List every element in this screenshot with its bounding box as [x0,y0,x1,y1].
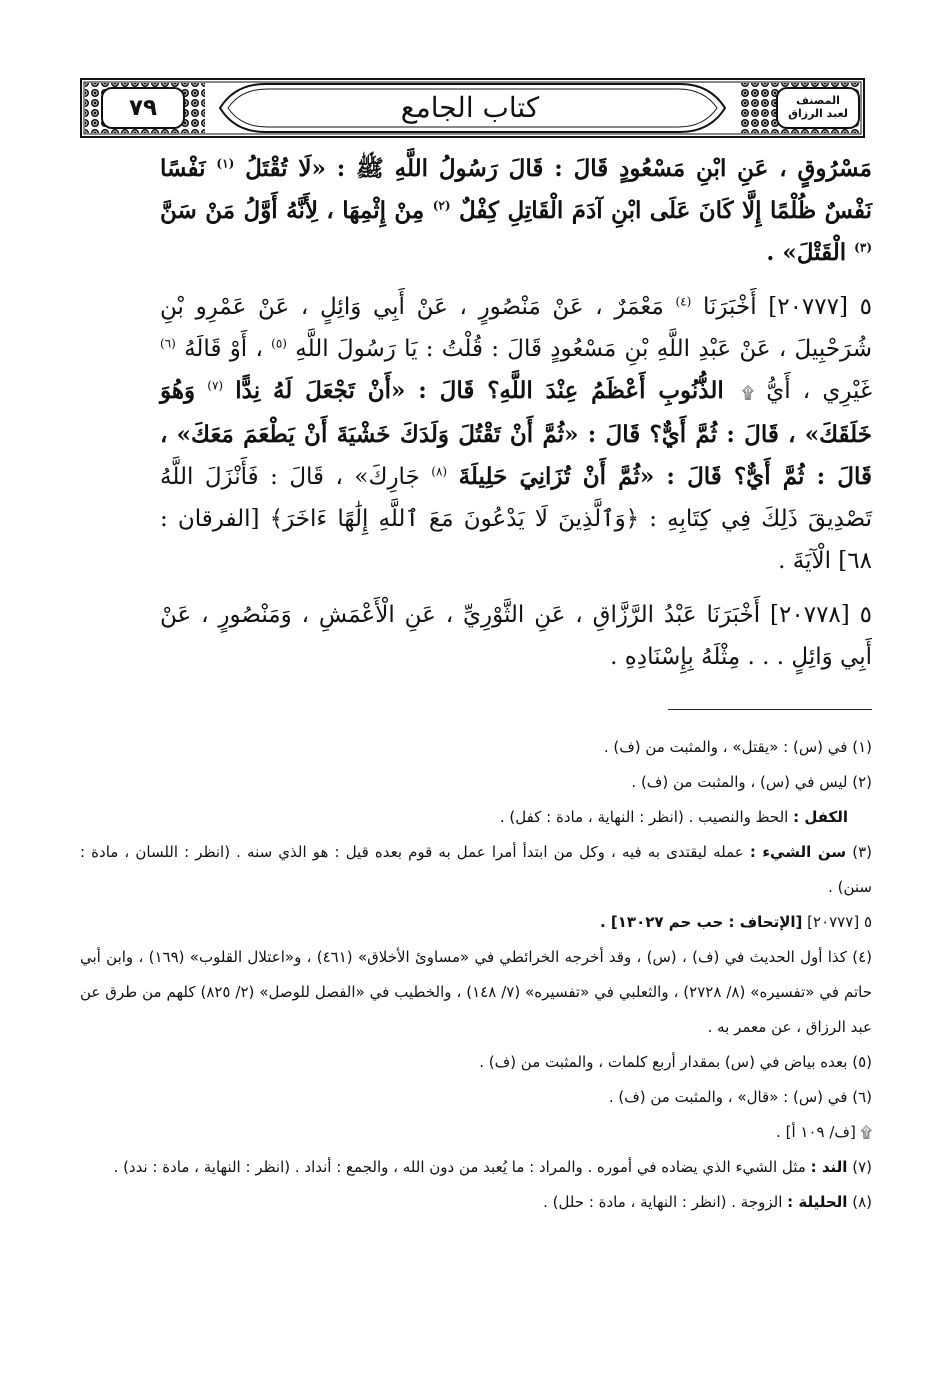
footnote-ref-8: (٨) [431,464,448,479]
footnote-4: (٤) كذا أول الحديث في (ف) ، (س) ، وقد أخرجه الخرائطي في «مساوئ الأخلاق» (٤٦١) ، و«اعتلال القلوب» (١٦٩) ، وابن أبي حاتم في «تفسيره» (٨/ ٢٧٢٨) ، والثعلبي في «تفسيره» (٧/ ١٤٨) ، والخطيب في «الفصل للوصل» (٢/ ٨٢٥) كلهم من طرق عن عبد الرزاق ، عن معمر به . [80,948,872,1036]
footnote-ref-3: (٣) [854,240,872,255]
folio-note: ۩ [ف/ ١٠٩ أ] . [776,1123,872,1141]
itihaf-source: [الإتحاف : حب حم ١٣٠٢٧] . [599,913,803,931]
footnote-7-number: (٧) [852,1158,872,1176]
footnote-8 [80,1185,872,1220]
p2-segment-a: ٥ [٢٠٧٧٧] أَخْبَرَنَا [702,294,872,320]
footnotes [80,730,872,1220]
footnote-ref-4: (٤) [675,294,692,309]
p2-segment-d: غَيْرِي ، أَيُّ [766,378,873,404]
paragraph-3 [160,594,872,678]
p2-segment-g: جَارِكَ» ، قَالَ : فَأَنْزَلَ اللَّهُ تَصْدِيقَ ذَلِكَ فِي كِتَابِهِ : ﴿وَٱلَّذِينَ لَا يَدْعُونَ مَعَ ٱللَّهِ إِلَٰهًا ءَاخَرَ﴾ [160,464,873,532]
series-logo-line1: المصنف [796,94,840,107]
footnote-ref-5: (٥) [271,336,287,351]
series-logo [777,88,859,128]
footnote-7-term: الند : [810,1158,848,1176]
paragraph-1 [160,148,872,274]
footnote-6: (٦) في (س) : «قال» ، والمثبت من (ف) . [608,1088,872,1106]
footnote-3-term: سن الشيء : [749,843,847,861]
footnote-8-text: الزوجة . (انظر : النهاية ، مادة : حلل) . [543,1193,783,1211]
footnote-ref-7: (٧) [207,378,224,393]
page-number: ٧٩ [128,95,158,121]
book-title: كتاب الجامع [400,91,540,124]
footnote-2-definition [80,800,872,835]
p1-segment-c: مِنْ إِثْمِهَا ، لِأَنَّهُ أَوَّلُ مَنْ سَنَّ [160,197,425,224]
footnote-3 [80,835,872,905]
p1-segment-b: نَفْسًا نَفْسٌ ظُلْمًا إِلَّا كَانَ عَلَى ابْنِ آدَمَ الْقَاتِلِ كِفْلٌ [160,155,873,224]
paragraph-2 [160,286,872,582]
footnote-3-text: عمله ليقتدى به فيه ، وكل من ابتدأ أمرا عمل به قوم بعده قيل : هو الذي سنه . (انظر : اللسان ، مادة : سنن) . [80,843,872,896]
page-header [80,78,865,138]
footnote-2-term: الكفل : [793,808,848,826]
p2-segment-e: الذُّنُوبِ أَعْظَمُ عِنْدَ اللَّهِ؟ قَالَ : «أَنْ تَجْعَلَ لَهُ نِدًّا [235,377,724,404]
p2-segment-b: مَعْمَرٌ ، عَنْ مَنْصُورٍ ، عَنْ أَبِي وَائِلٍ ، عَنْ عَمْرِو بْنِ شُرَحْبِيلَ ، عَنْ عَبْدِ اللَّهِ بْنِ مَسْعُودٍ قَالَ : قُلْتُ : يَا رَسُولَ اللَّهِ [160,294,872,362]
footnote-8-number: (٨) [852,1193,872,1211]
footnote-ref-6: (٦) [160,336,176,351]
itihaf-reference [80,905,872,940]
footnote-2-text: الحظ والنصيب . (انظر : النهاية ، مادة : كفل) . [499,808,789,826]
footnote-1: (١) في (س) : «يقتل» ، والمثبت من (ف) . [603,738,872,756]
footnote-3-number: (٣) [852,843,872,861]
p1-segment-d: الْقَتْلَ» . [766,239,847,266]
footnote-5: (٥) بعده بياض في (س) بمقدار أربع كلمات ، والمثبت من (ف) . [479,1053,872,1071]
p2-segment-f: وَهُوَ خَلَقَكَ» ، قَالَ : ثُمَّ أَيٌّ؟ قَالَ : «ثُمَّ أَنْ تَقْتُلَ وَلَدَكَ خَشْيَةَ أَنْ يَطْعَمَ مَعَكَ» ، قَالَ : ثُمَّ أَيٌّ؟ قَالَ : «ثُمَّ أَنْ تُزَانِيَ حَلِيلَةَ [160,377,873,490]
footnote-ref-1: (١) [216,156,235,171]
p3-segment-a: ٥ [٢٠٧٧٨] أَخْبَرَنَا عَبْدُ الرَّزَّاقِ ، عَنِ الثَّوْرِيِّ ، عَنِ الْأَعْمَشِ ، وَمَنْصُورٍ ، عَنْ أَبِي وَائِلٍ . . . مِثْلَهُ بِإِسْنَادِهِ . [160,602,873,670]
itihaf-lead: ٥ [٢٠٧٧٧] [807,913,872,931]
footnote-divider [668,709,872,710]
main-text [160,148,872,678]
footnote-2: (٢) ليس في (س) ، والمثبت من (ف) . [631,773,872,791]
footnote-8-term: الحليلة : [787,1193,848,1211]
p2-segment-c: ، أَوْ قَالَهُ [184,336,263,362]
folio-marker-icon: ۩ [741,383,755,402]
p2-segment-h: [الفرقان : ٦٨] الْآيَةَ . [160,506,872,574]
series-logo-line2: لعبد الرزاق [788,107,848,120]
footnote-ref-2: (٢) [432,198,451,213]
footnote-7-text: مثل الشيء الذي يضاده في أموره . والمراد : ما يُعبد من دون الله ، والجمع : أنداد . (انظر : النهاية ، مادة : ندد) . [113,1158,806,1176]
p1-segment-a: مَسْرُوقٍ ، عَنِ ابْنِ مَسْعُودٍ قَالَ : قَالَ رَسُولُ اللَّهِ ﷺ : «لَا تُقْتَلُ [245,155,873,182]
footnote-7 [80,1150,872,1185]
